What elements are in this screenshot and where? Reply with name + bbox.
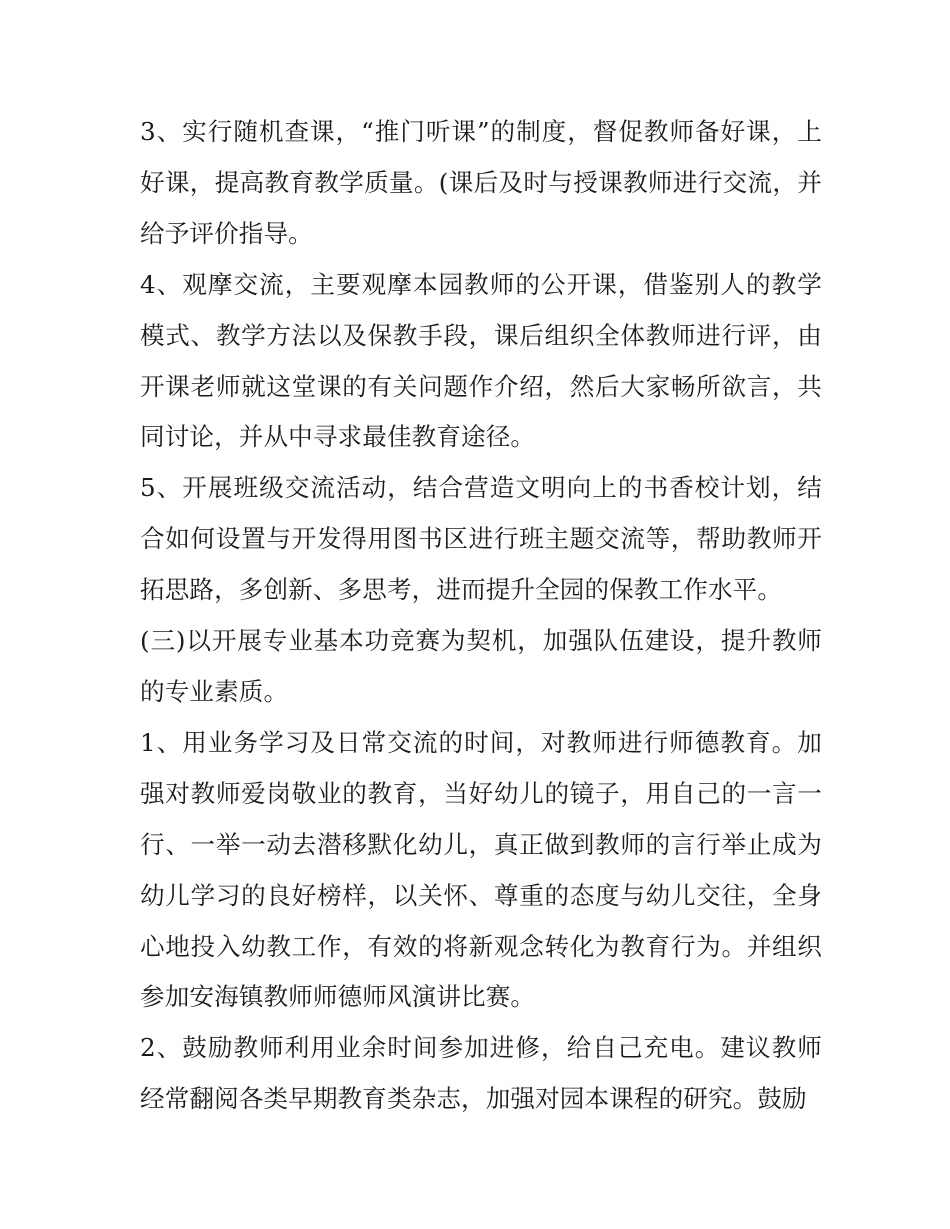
- paragraph-item-5: 5、开展班级交流活动，结合营造文明向上的书香校计划，结合如何设置与开发得用图书区进行班主题交流等，帮助教师开拓思路，多创新、多思考，进而提升全园的保教工作水平。: [140, 473, 822, 605]
- section-heading-3: (三)以开展专业基本功竞赛为契机，加强队伍建设，提升教师的专业素质。: [140, 626, 822, 706]
- paragraph-item-1: 1、用业务学习及日常交流的时间，对教师进行师德教育。加强对教师爱岗敬业的教育，当好幼儿的镜子，用自己的一言一行、一举一动去潜移默化幼儿，真正做到教师的言行举止成为幼儿学习的良好榜样，以关怀、尊重的态度与幼儿交往，全身心地投入幼教工作，有效的将新观念转化为教育行为。并组织参加安海镇教师师德师风演讲比赛。: [140, 727, 822, 1012]
- paragraph-item-4: 4、观摩交流，主要观摩本园教师的公开课，借鉴别人的教学模式、教学方法以及保教手段，课后组织全体教师进行评，由开课老师就这堂课的有关问题作介绍，然后大家畅所欲言，共同讨论，并从中寻求最佳教育途径。: [140, 269, 822, 452]
- paragraph-item-2: 2、鼓励教师利用业余时间参加进修，给自己充电。建议教师经常翻阅各类早期教育类杂志，加强对园本课程的研究。鼓励: [140, 1033, 822, 1114]
- paragraph-item-3: 3、实行随机查课，“推门听课”的制度，督促教师备好课，上好课，提高教育教学质量。(课后及时与授课教师进行交流，并给予评价指导。: [140, 117, 822, 248]
- document-body: [140, 107, 822, 1125]
